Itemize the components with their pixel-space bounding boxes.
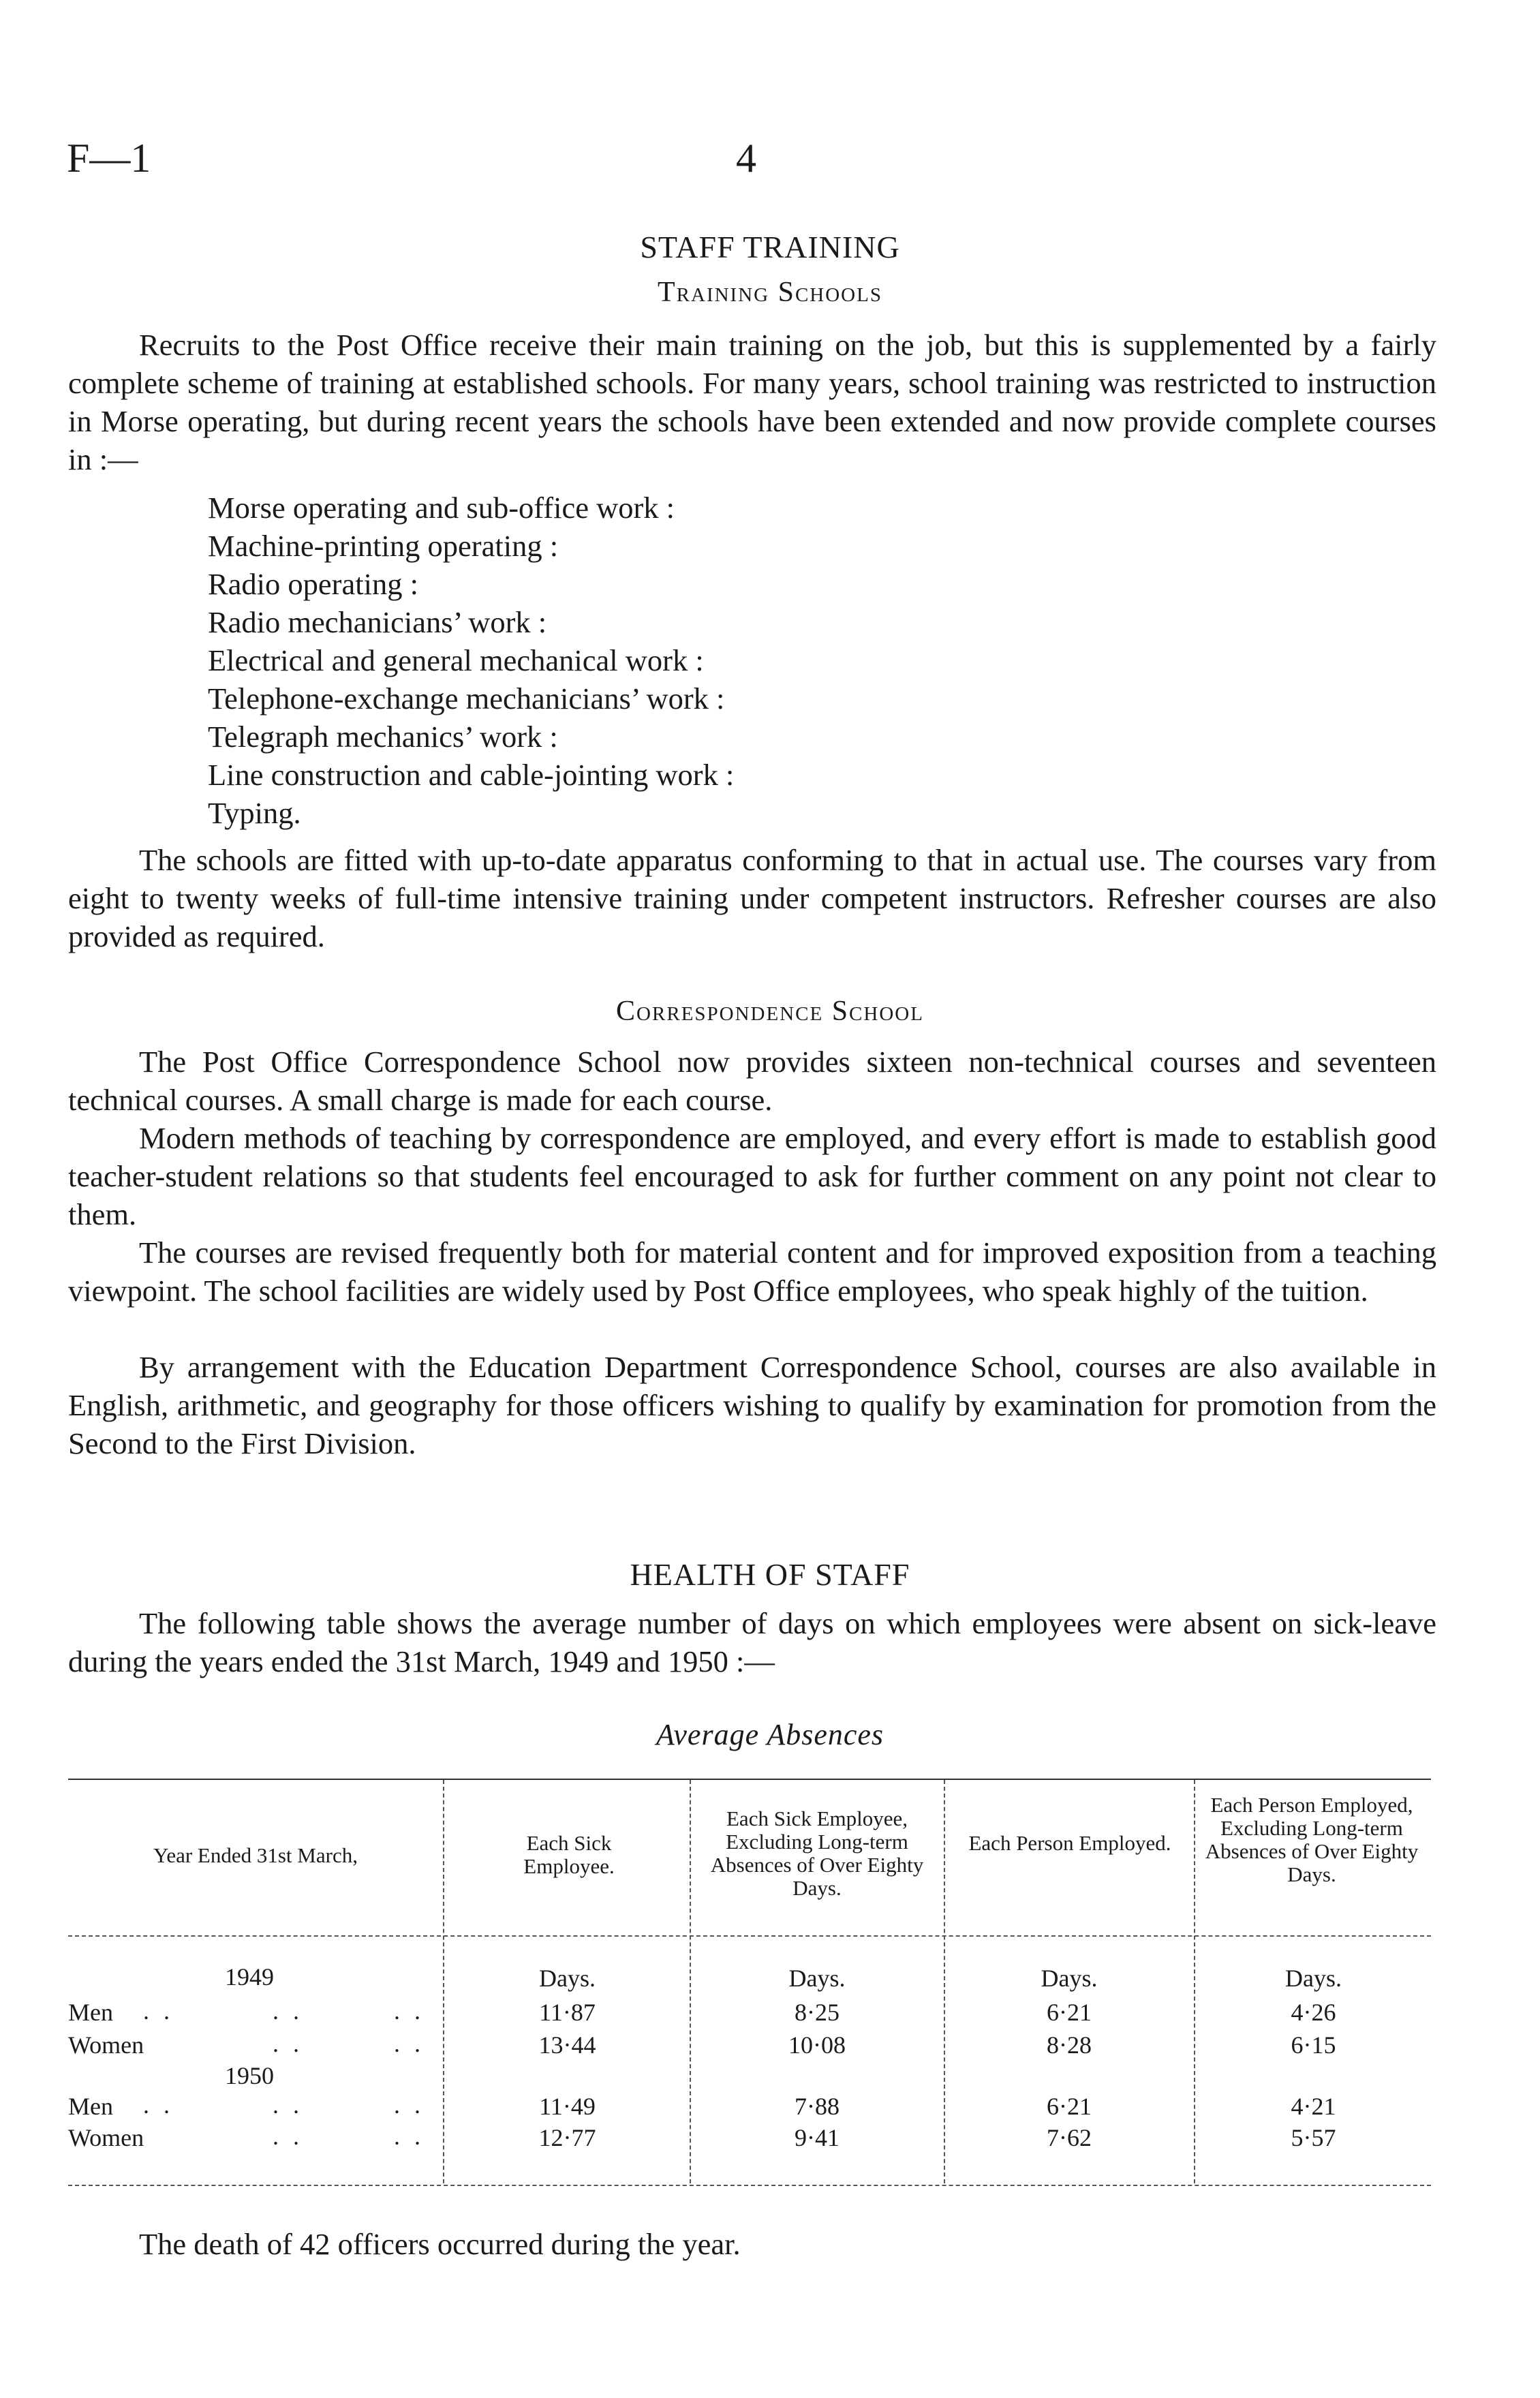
course-list-item: Telegraph mechanics’ work : [208,720,558,754]
course-list-item: Radio operating : [208,567,418,601]
leader-dots: . . [273,1997,303,2025]
table-year-label: 1950 [225,2062,274,2089]
subheading-training-schools: Training Schools [658,277,882,308]
table-cell: 7·62 [1047,2124,1092,2151]
unit-label: Days. [539,1965,596,1992]
course-list-item: Line construction and cable-jointing work : [208,758,735,792]
leader-dots: . . [273,2123,303,2150]
table-cell: 6·21 [1047,1999,1092,2026]
section-title-health-of-staff: HEALTH OF STAFF [630,1557,910,1592]
leader-dots: . . [394,2123,425,2150]
leader-dots: . . [394,1997,425,2025]
table-cell: 9·41 [795,2124,840,2151]
table-cell: 5·57 [1291,2124,1336,2151]
table-cell: 6·21 [1047,2093,1092,2120]
table-header-rule [68,1935,1431,1937]
subheading-correspondence-school: Correspondence School [616,996,924,1027]
table-row-label: Men [68,2093,113,2120]
leader-dots: . . [143,1997,174,2025]
table-cell: 12·77 [538,2124,596,2151]
page-number: 4 [736,136,756,181]
leader-dots: . . [394,2091,425,2119]
unit-label: Days. [1285,1965,1342,1992]
table-row-label: Men [68,1999,113,2026]
course-list-item: Typing. [208,796,301,830]
unit-label: Days. [1041,1965,1098,1992]
table-cell: 8·28 [1047,2031,1092,2059]
column-divider [1194,1780,1195,2183]
course-list-item: Electrical and general mechanical work : [208,643,704,677]
table-cell: 6·15 [1291,2031,1336,2059]
column-header-each-sick-employee-excluding: Each Sick Employee, Excluding Long-term Absences of Over Eighty Days. [710,1807,924,1900]
unit-label: Days. [788,1965,846,1992]
column-divider [443,1780,444,2183]
table-cell: 8·25 [795,1999,840,2026]
table-row-label: Women [68,2031,144,2059]
health-intro: The following table shows the average number of days on which employees were absent on sick-leave during the years ended the 31st March, 1949 and 1950 :— [68,1606,1436,1678]
column-divider [944,1780,945,2183]
page-header-code: F—1 [67,136,151,181]
leader-dots: . . [273,2030,303,2057]
correspondence-paragraph: The courses are revised frequently both for material content and for improved exposition from a teaching viewpoint. The school facilities are widely used by Post Office employees, who speak highly of the tuition. [68,1235,1436,1308]
column-divider [690,1780,691,2183]
correspondence-paragraph: Modern methods of teaching by correspondence are employed, and every effort is made to establish good teacher-student relations so that students feel encouraged to ask for further comment on any point not clear to them. [68,1121,1436,1231]
column-header-each-person-employed-excluding: Each Person Employed, Excluding Long-term Absences of Over Eighty Days. [1205,1793,1419,1886]
leader-dots: . . [143,2091,174,2119]
table-cell: 7·88 [795,2093,840,2120]
correspondence-paragraph: By arrangement with the Education Department Correspondence School, courses are also available in English, arithmetic, and geography for those officers wishing to qualify by examination for promotion from the Second to the First Division. [68,1350,1436,1460]
table-cell: 4·26 [1291,1999,1336,2026]
training-schools-intro: Recruits to the Post Office receive their main training on the job, but this is supplemented by a fairly complete scheme of training at established schools. For many years, school training was restricted to instruction in Morse operating, but during recent years the schools have been extended and now provide complete courses in :— [68,328,1436,476]
table-cell: 11·87 [539,1999,596,2026]
table-cell: 10·08 [788,2031,846,2059]
table-cell: 4·21 [1291,2093,1336,2120]
correspondence-paragraph: The Post Office Correspondence School now provides sixteen non-technical courses and seventeen technical courses. A small charge is made for each course. [68,1045,1436,1117]
leader-dots: . . [394,2030,425,2057]
course-list-item: Machine-printing operating : [208,529,559,563]
health-closing: The death of 42 officers occurred during the year. [139,2227,741,2261]
column-header-year: Year Ended 31st March, [153,1843,358,1867]
course-list-item: Morse operating and sub-office work : [208,491,675,525]
table-bottom-rule [68,2185,1431,2186]
table-cell: 13·44 [538,2031,596,2059]
course-list-item: Telephone-exchange mechanicians’ work : [208,681,725,716]
column-header-each-person-employed: Each Person Employed. [968,1831,1171,1855]
course-list-item: Radio mechanicians’ work : [208,605,547,639]
column-header-each-sick-employee: Each Sick Employee. [523,1831,615,1878]
training-schools-closing: The schools are fitted with up-to-date apparatus conforming to that in actual use. The courses vary from eight to twenty weeks of full-time intensive training under competent instructors. Refresher courses are also provided as required. [68,843,1436,953]
table-row-label: Women [68,2124,144,2151]
table-cell: 11·49 [539,2093,596,2120]
table-top-rule [68,1779,1431,1780]
table-caption: Average Absences [656,1718,884,1751]
leader-dots: . . [273,2091,303,2119]
table-year-label: 1949 [225,1963,274,1990]
section-title-staff-training: STAFF TRAINING [640,230,900,264]
